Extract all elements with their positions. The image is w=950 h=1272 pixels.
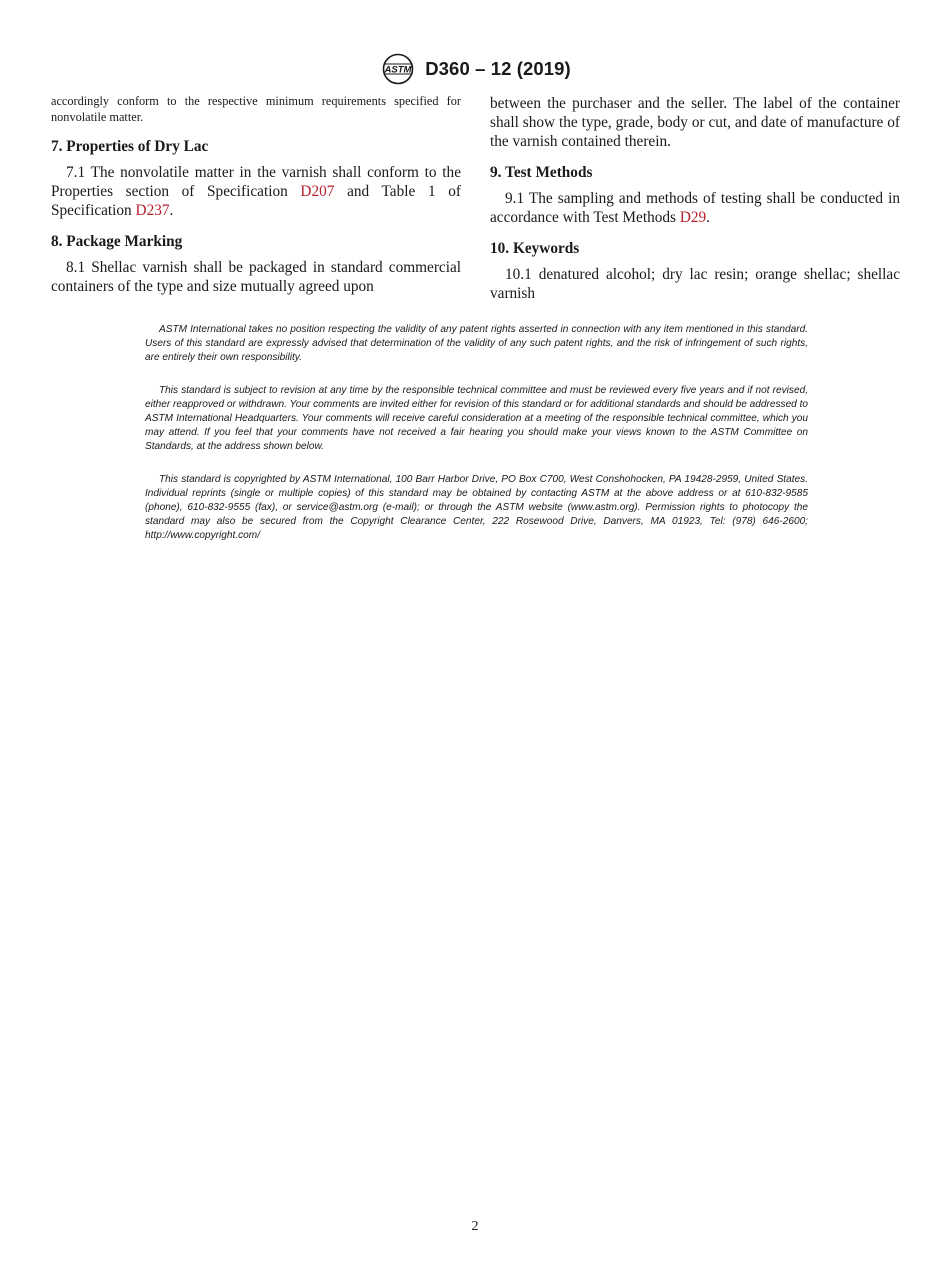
continued-paragraph: accordingly conform to the respective minimum requirements specified for nonvolatile matter. xyxy=(51,94,461,124)
reference-link-d29[interactable]: D29 xyxy=(679,209,707,226)
copyright-notice: This standard is copyrighted by ASTM International, 100 Barr Harbor Drive, PO Box C700, West Conshohocken, PA 19428-2959, United States. Individual reprints (single or multiple copies) of this standard may be obtained by contacting ASTM at the above address or at 610-832-9585 (phone), 610-832-9555 (fax), or service@astm.org (e-mail); or through the ASTM website (www.astm.org). Permission rights to photocopy the standard may also be secured from the Copyright Clearance Center, 222 Rosewood Drive, Danvers, MA 01923, Tel: (978) 646-2600; http://www.copyright.com/ xyxy=(145,474,808,541)
page-number: 2 xyxy=(471,1219,479,1234)
paragraph-8-1: 8.1 Shellac varnish shall be packaged in standard commercial containers of the type and size mutually agreed upon xyxy=(51,259,461,295)
reference-link-d207[interactable]: D207 xyxy=(300,183,335,200)
paragraph-7-1: 7.1 The nonvolatile matter in the varnish shall conform to the Properties section of Specification D207 and Table 1 of Specification D237. xyxy=(51,164,461,219)
continued-paragraph: between the purchaser and the seller. The label of the container shall show the type, grade, body or cut, and date of manufacture of the varnish contained therein. xyxy=(490,95,900,150)
document-header xyxy=(0,52,950,86)
section-9-heading: 9. Test Methods xyxy=(490,164,593,181)
revision-notice: This standard is subject to revision at any time by the responsible technical committee and must be reviewed every five years and if not revised, either reapproved or withdrawn. Your comments are invited either for revision of this standard or for additional standards and should be addressed to ASTM International Headquarters. Your comments will receive careful consideration at a meeting of the responsible technical committee, which you may attend. If you feel that your comments have not received a fair hearing you should make your views known to the ASTM Committee on Standards, at the address shown below. xyxy=(145,385,809,452)
section-10-heading: 10. Keywords xyxy=(490,240,580,257)
paragraph-9-1: 9.1 The sampling and methods of testing shall be conducted in accordance with Test Methods D29. xyxy=(490,190,900,226)
standard-designation: D360 – 12 (2019) xyxy=(425,58,571,79)
section-8-heading: 8. Package Marking xyxy=(51,233,183,250)
logo-text: ASTM xyxy=(384,64,412,76)
paragraph-10-1: 10.1 denatured alcohol; dry lac resin; orange shellac; shellac varnish xyxy=(490,266,900,302)
section-7-heading: 7. Properties of Dry Lac xyxy=(51,138,209,155)
reference-link-d237[interactable]: D237 xyxy=(135,202,170,219)
right-column xyxy=(490,94,900,303)
astm-logo-icon xyxy=(379,53,417,85)
left-column xyxy=(51,94,461,296)
patent-notice: ASTM International takes no position respecting the validity of any patent rights asserted in connection with any item mentioned in this standard. Users of this standard are expressly advised that determination of the validity of any such patent rights, and the risk of infringement of such rights, are entirely their own responsibility. xyxy=(145,324,808,363)
